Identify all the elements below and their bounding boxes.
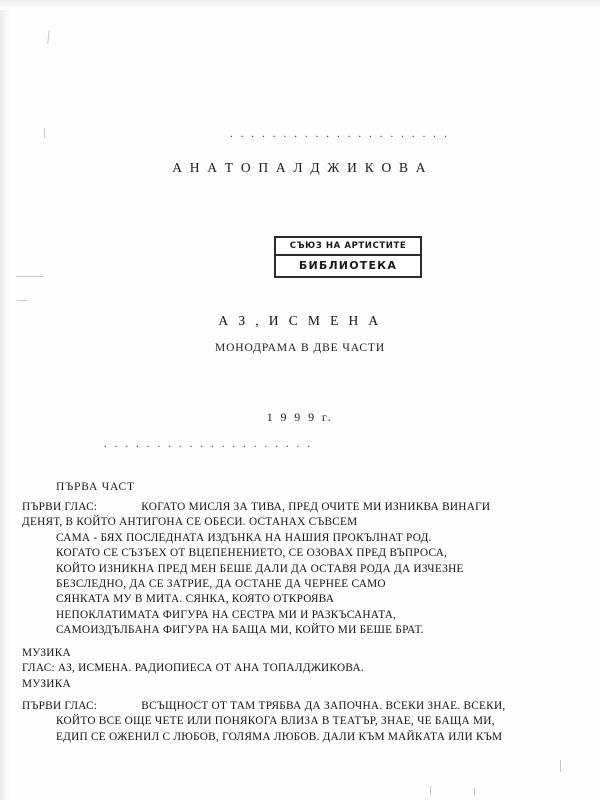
scan-speck	[44, 128, 45, 138]
page-title: А З , И С М Е Н А	[218, 313, 382, 328]
scan-speck	[474, 788, 475, 795]
dialogue-line: СЯНКАТА МУ В МИТА. СЯНКА, КОЯТО ОТКРОЯВА	[56, 593, 335, 606]
dialogue-line: КОЙТО ИЗНИКНА ПРЕД МЕН БЕШЕ ДАЛИ ДА ОСТАВЯ РОДА ДА ИЗЧЕЗНЕ	[56, 562, 464, 575]
scan-edge-top	[0, 0, 600, 10]
dialogue-line: ВСЪЩНОСТ ОТ ТАМ ТРЯБВА ДА ЗАПОЧНА. ВСЕКИ ЗНАЕ. ВСЕКИ,	[141, 700, 506, 712]
scan-edge-left	[0, 0, 14, 800]
library-stamp-label: БИБЛИОТЕКА	[298, 259, 398, 272]
speaker-label: ПЪРВИ ГЛАС:	[22, 700, 98, 712]
dialogue-line: ЕДИП СЕ ОЖЕНИЛ С ЛЮБОВ, ГОЛЯМА ЛЮБОВ. ДАЛИ КЪМ МАЙКАТА ИЛИ КЪМ	[56, 730, 503, 743]
scan-speck	[430, 786, 431, 795]
decorative-dots-bottom: . . . . . . . . . . . . . . . . . . . .	[104, 438, 313, 450]
part-heading: ПЪРВА ЧАСТ	[56, 481, 135, 493]
library-stamp-rule	[276, 254, 420, 256]
publication-year: 1 9 9 9 г.	[266, 410, 334, 424]
scan-speck	[16, 276, 44, 277]
scan-speck	[17, 300, 27, 301]
dialogue-line: НЕПОКЛАТИМАТА ФИГУРА НА СЕСТРА МИ И РАЗКЪСАНАТА,	[56, 608, 397, 621]
author-name: А Н А Т О П А Л Д Ж И К О В А	[172, 160, 428, 175]
dialogue-block	[22, 646, 582, 692]
dialogue-line: БЕЗСЛЕДНО, ДА СЕ ЗАТРИЕ, ДА ОСТАНЕ ДА ЧЕРНЕЕ САМО	[56, 578, 386, 591]
library-stamp	[274, 236, 422, 278]
page-subtitle: МОНОДРАМА В ДВЕ ЧАСТИ	[214, 342, 386, 354]
stage-direction: МУЗИКА	[22, 647, 71, 659]
dialogue-line: ДЕНЯТ, В КОЙТО АНТИГОНА СЕ ОБЕСИ. ОСТАНАХ СЪВСЕМ	[22, 516, 358, 529]
dialogue-line: КОГАТО СЕ СЪЗЪЕХ ОТ ВЦЕПЕНЕНИЕТО, СЕ ОЗОВАХ ПРЕД ВЪПРОСА,	[56, 547, 448, 560]
dialogue-line: КОЙТО ВСЕ ОЩЕ ЧЕТЕ ИЛИ ПОНЯКОГА ВЛИЗА В ТЕАТЪР, ЗНАЕ, ЧЕ БАЩА МИ,	[56, 715, 495, 728]
scan-speck	[560, 760, 561, 772]
dialogue-block	[22, 500, 582, 639]
library-stamp-organization: СЪЮЗ НА АРТИСТИТЕ	[289, 241, 407, 251]
stage-direction: МУЗИКА	[22, 677, 71, 690]
scan-speck	[47, 30, 49, 44]
decorative-dots-top: . . . . . . . . . . . . . . . . . . . . .	[230, 128, 450, 140]
speaker-label: ПЪРВИ ГЛАС:	[22, 501, 98, 513]
dialogue-line: САМА - БЯХ ПОСЛЕДНАТА ИЗДЪНКА НА НАШИЯ ПРОКЪЛНАТ РОД.	[56, 531, 432, 544]
dialogue-block	[22, 699, 582, 745]
dialogue-line: САМОИЗДЪЛБАНА ФИГУРА НА БАЩА МИ, КОЙТО МИ БЕШЕ БРАТ.	[56, 624, 424, 637]
dialogue-line: КОГАТО МИСЛЯ ЗА ТИВА, ПРЕД ОЧИТЕ МИ ИЗНИКВА ВИНАГИ	[141, 501, 491, 513]
dialogue-line: ГЛАС: АЗ, ИСМЕНА. РАДИОПИЕСА ОТ АНА ТОПАЛДЖИКОВА.	[22, 662, 364, 675]
